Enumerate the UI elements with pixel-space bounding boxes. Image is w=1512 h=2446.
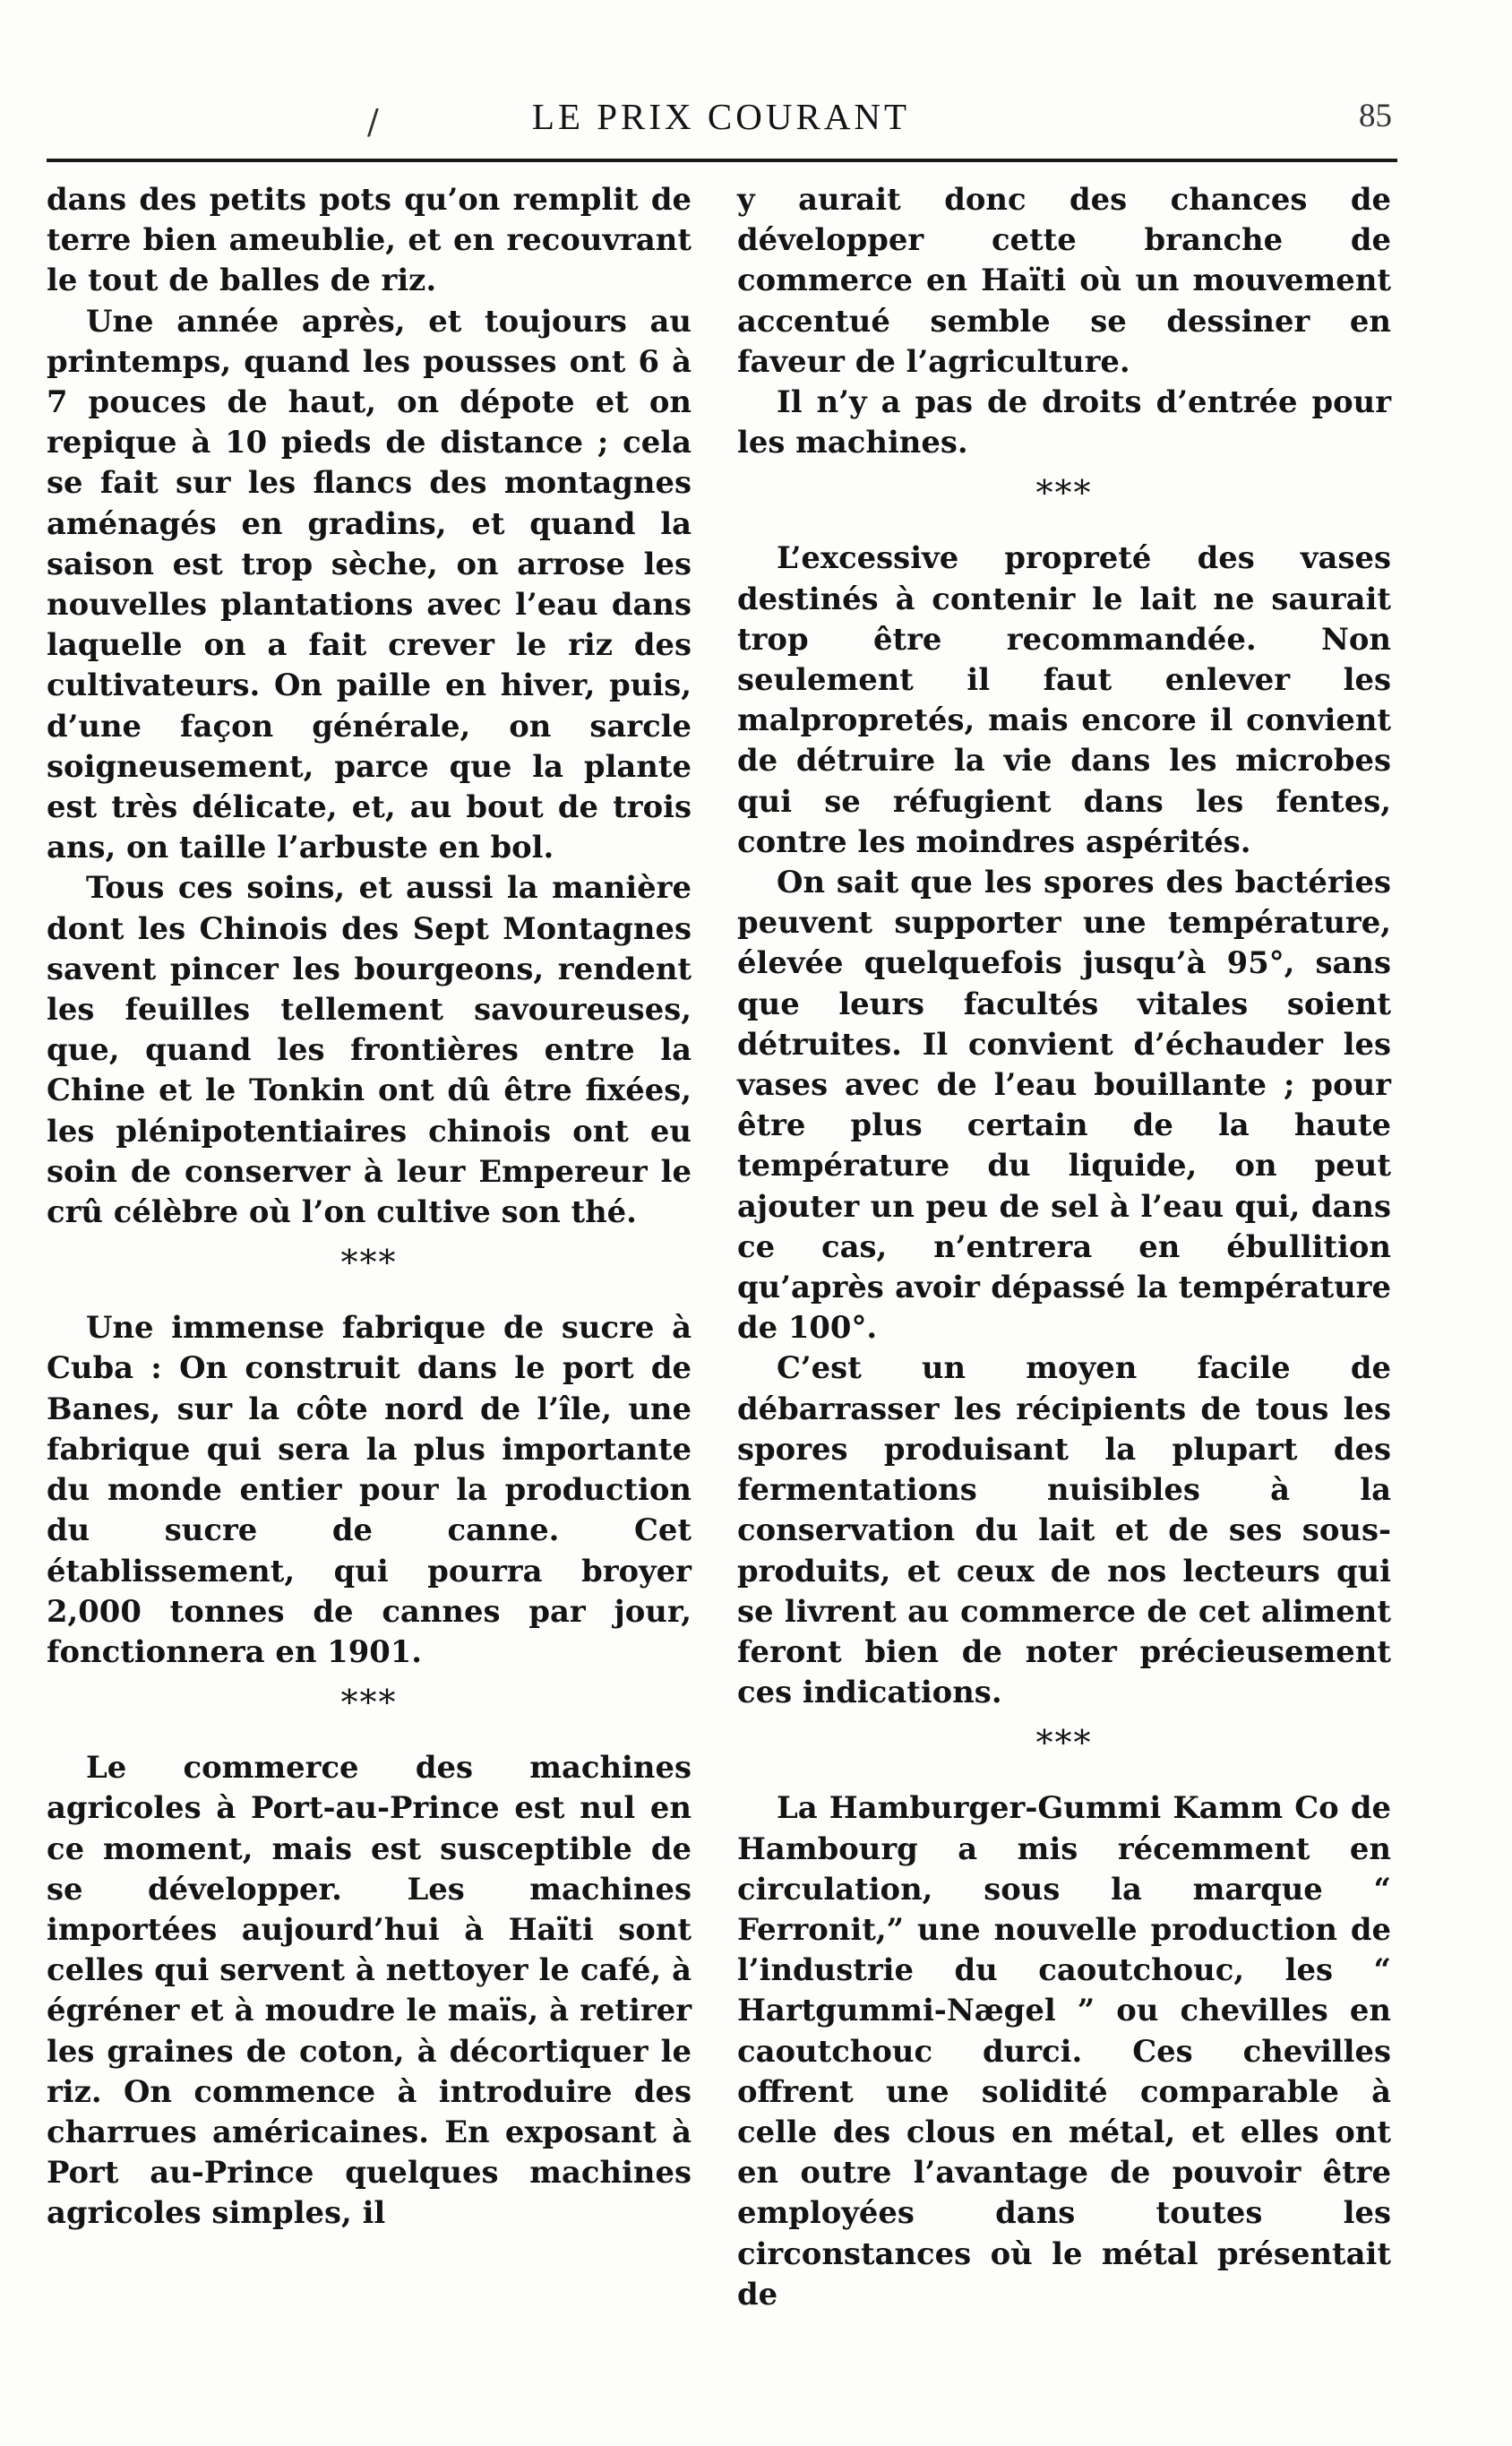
article-paragraph: Une année après, et toujours au printemps, quand les pousses ont 6 à 7 pouces de haut, on dépote et on repique à 10 pieds de distance ; cela se fait sur les flancs des montagnes aménagés en gradins, et quand la saison est trop sèche, on arrose les nouvelles plantations avec l’eau dans laquelle on a fait crever le riz des cultivateurs. On paille en hiver, puis, d’une façon générale, on sarcle soigneusement, parce que la plante est très délicate, et, au bout de trois ans, on taille l’arbuste en bol. xyxy=(47,302,692,866)
right-column xyxy=(737,179,1391,2314)
article-paragraph: C’est un moyen facile de débarrasser les récipients de tous les spores produisant la plupart des fermentations nuisibles à la conservation du lait et de ses sous-produits, et ceux de nos lecteurs qui se livrent au commerce de cet aliment feront bien de noter précieusement ces indications. xyxy=(737,1349,1391,1710)
article-paragraph: L’excessive propreté des vases destinés à contenir le lait ne saurait trop être recommandée. Non seulement il faut enlever les malpropretés, mais encore il convient de détruire la vie dans les microbes qui se réfugient dans les fentes, contre les moindres aspérités. xyxy=(737,539,1391,859)
left-column xyxy=(47,179,692,2234)
article-paragraph: Tous ces soins, et aussi la manière dont les Chinois des Sept Montagnes savent pincer les bourgeons, rendent les feuilles tellement savoureuses, que, quand les frontières entre la Chine et le Tonkin ont dû être fixées, les plénipotentiaires chinois ont eu soin de conserver à leur Empereur le crû célèbre où l’on cultive son thé. xyxy=(47,869,692,1230)
page-header xyxy=(45,82,1397,168)
section-separator: *** xyxy=(1035,473,1093,513)
running-title: LE PRIX COURANT xyxy=(531,96,911,137)
article-paragraph: La Hamburger-Gummi Kamm Co de Hambourg a mis récemment en circulation, sous la marque “ Ferronit,” une nouvelle production de l’industrie du caoutchouc, les “ Hartgummi-Nægel ” ou chevilles en caoutchouc durci. Ces chevilles offrent une solidité comparable à celle des clous en métal, et elles ont en outre l’avantage de pouvoir être employées dans toutes les circonstances où le métal présentait de xyxy=(737,1789,1391,2312)
section-separator: *** xyxy=(1035,1723,1093,1763)
article-paragraph: On sait que les spores des bactéries peuvent supporter une température, élevée quelquefois jusqu’à 95°, sans que leurs facultés vitales soient détruites. Il convient d’échauder les vases avec de l’eau bouillante ; pour être plus certain de la haute température du liquide, on peut ajouter un peu de sel à l’eau qui, dans ce cas, n’entrera en ébullition qu’après avoir dépassé la température de 100°. xyxy=(737,864,1391,1346)
article-paragraph: Il n’y a pas de droits d’entrée pour les machines. xyxy=(737,383,1391,461)
section-separator: *** xyxy=(340,1683,398,1723)
header-rule xyxy=(47,159,1397,162)
article-paragraph: Le commerce des machines agricoles à Port-au-Prince est nul en ce moment, mais est susceptible de se développer. Les machines importées aujourd’hui à Haïti sont celles qui servent à nettoyer le café, à égréner et à moudre le maïs, à retirer les graines de coton, à décortiquer le riz. On commence à introduire des charrues américaines. En exposant à Port au-Prince quelques machines agricoles simples, il xyxy=(47,1749,692,2231)
header-mark: / xyxy=(367,102,379,142)
page-number: 85 xyxy=(1359,98,1392,134)
article-paragraph: y aurait donc des chances de développer cette branche de commerce en Haïti où un mouvement accentué semble se dessiner en faveur de l’agriculture. xyxy=(737,181,1391,379)
article-paragraph: dans des petits pots qu’on remplit de terre bien ameublie, et en recouvrant le tout de balles de riz. xyxy=(47,181,692,298)
article-paragraph: Une immense fabrique de sucre à Cuba : On construit dans le port de Banes, sur la côte nord de l’île, une fabrique qui sera la plus importante du monde entier pour la production du sucre de canne. Cet établissement, qui pourra broyer 2,000 tonnes de cannes par jour, fonctionnera en 1901. xyxy=(47,1309,692,1669)
section-separator: *** xyxy=(340,1243,398,1283)
